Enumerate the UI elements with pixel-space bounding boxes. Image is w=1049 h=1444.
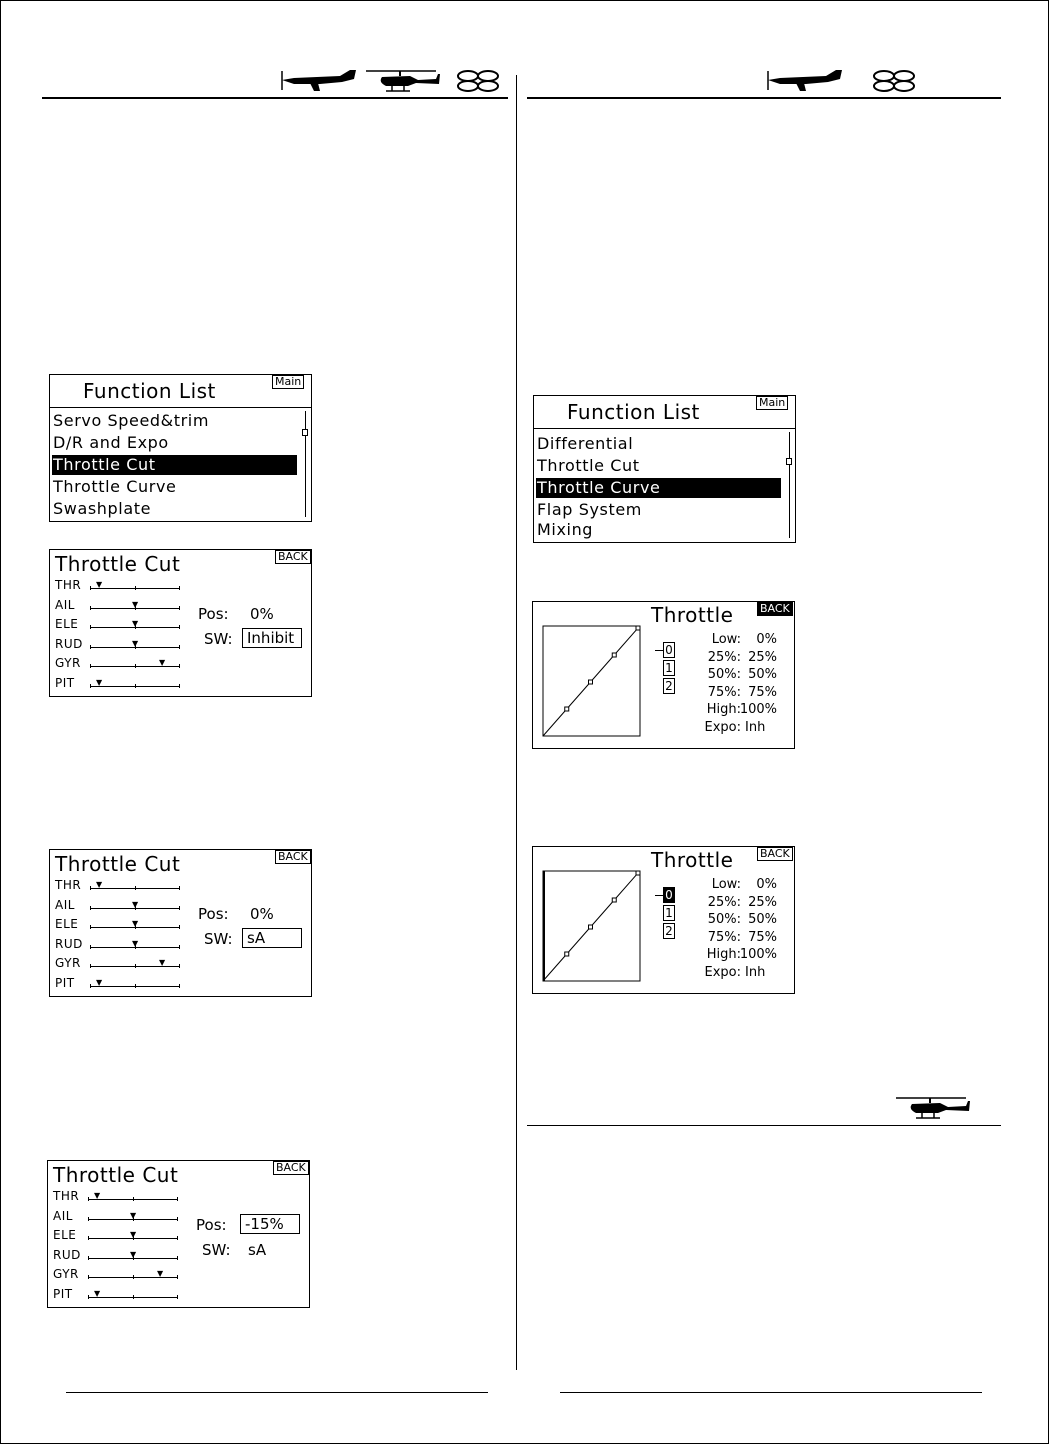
- channel-label: GYR: [53, 1267, 79, 1281]
- channel-marker: ▼: [130, 1210, 137, 1220]
- function-list-screen: [533, 395, 796, 543]
- switch-value[interactable]: sA: [242, 928, 302, 948]
- channel-label: GYR: [55, 956, 81, 970]
- curve-row-value[interactable]: 25%: [748, 649, 777, 665]
- track-tick: [90, 625, 91, 629]
- channel-marker: ▼: [159, 658, 166, 667]
- channel-marker: ▼: [94, 1288, 101, 1298]
- channel-marker: ▼: [96, 580, 103, 589]
- track-tick: [135, 664, 136, 668]
- menu-item[interactable]: Flap System: [537, 500, 642, 519]
- position-pointer: [655, 895, 663, 896]
- channel-marker: ▼: [132, 899, 139, 909]
- track-tick: [179, 886, 180, 890]
- channel-label: THR: [53, 1189, 80, 1203]
- track-tick: [135, 964, 136, 968]
- low-point-indicator: [543, 871, 545, 981]
- function-list-screen: [49, 374, 312, 522]
- channel-marker: ▼: [132, 919, 139, 928]
- back-button[interactable]: BACK: [757, 602, 793, 616]
- curve-point[interactable]: [589, 925, 593, 929]
- curve-row-value[interactable]: 50%: [748, 667, 777, 683]
- curve-row-value[interactable]: 0%: [756, 632, 777, 647]
- channel-label: PIT: [53, 1286, 73, 1301]
- right-header-rule: [527, 97, 1001, 99]
- curve-point[interactable]: [565, 707, 569, 711]
- track-tick: [88, 1217, 89, 1221]
- title-divider: [534, 428, 796, 429]
- track-tick: [90, 984, 91, 988]
- channel-marker: ▼: [132, 938, 139, 948]
- channel-label: RUD: [55, 936, 83, 951]
- menu-item-selected[interactable]: Throttle Cut: [52, 455, 297, 475]
- channel-label: THR: [55, 578, 82, 592]
- throttle-cut-screen: [47, 1160, 310, 1308]
- pos-value[interactable]: 0%: [250, 905, 274, 923]
- channel-marker: ▼: [157, 1269, 164, 1278]
- curve-point[interactable]: [612, 898, 616, 902]
- curve-row-label: 25%:: [707, 894, 741, 910]
- pos-label: Pos:: [198, 605, 229, 623]
- channel-marker: ▼: [96, 880, 103, 889]
- channel-label: RUD: [55, 636, 83, 651]
- curve-row-value[interactable]: Inh: [745, 965, 766, 980]
- curve-graph: [533, 602, 653, 742]
- track-tick: [90, 664, 91, 668]
- track-tick: [179, 964, 180, 968]
- track-tick: [135, 586, 136, 590]
- switch-value[interactable]: Inhibit: [242, 628, 302, 648]
- track-tick: [90, 925, 91, 929]
- track-tick: [179, 664, 180, 668]
- curve-row-label: 75%:: [707, 929, 741, 945]
- channel-label: RUD: [53, 1247, 81, 1262]
- track-tick: [133, 1295, 134, 1299]
- track-tick: [90, 684, 91, 688]
- channel-marker: ▼: [132, 599, 139, 609]
- menu-item[interactable]: Servo Speed&trim: [53, 411, 210, 430]
- throttle-cut-screen: [49, 849, 312, 997]
- menu-item[interactable]: Swashplate: [53, 499, 152, 518]
- track-tick: [88, 1256, 89, 1260]
- back-button[interactable]: BACK: [273, 1161, 309, 1175]
- left-header-rule: [42, 97, 508, 99]
- channel-label: AIL: [55, 597, 75, 612]
- curve-point[interactable]: [636, 871, 640, 875]
- track-tick: [177, 1197, 178, 1201]
- pos-label: Pos:: [196, 1216, 227, 1234]
- multirotor-icon: [870, 68, 918, 94]
- menu-item[interactable]: D/R and Expo: [53, 433, 169, 452]
- track-tick: [90, 964, 91, 968]
- scrollbar[interactable]: [789, 432, 790, 538]
- curve-point[interactable]: [612, 653, 616, 657]
- screen-title: Throttle Cut: [55, 852, 181, 876]
- curve-row-label: 50%:: [707, 667, 741, 683]
- track-tick: [179, 645, 180, 649]
- scrollbar-thumb[interactable]: [786, 458, 792, 465]
- screen-title: Throttle: [651, 603, 734, 627]
- position-pointer: [655, 650, 663, 651]
- track-tick: [88, 1236, 89, 1240]
- sw-label: SW:: [202, 1241, 231, 1259]
- throttle-cut-screen: [49, 549, 312, 697]
- track-tick: [135, 684, 136, 688]
- track-tick: [88, 1275, 89, 1279]
- screen-title: Throttle Cut: [55, 552, 181, 576]
- track-tick: [88, 1295, 89, 1299]
- track-tick: [179, 945, 180, 949]
- main-badge[interactable]: Main: [756, 396, 788, 410]
- channel-label: ELE: [53, 1228, 77, 1242]
- back-button[interactable]: BACK: [275, 550, 311, 564]
- channel-label: AIL: [55, 897, 75, 912]
- position-button[interactable]: 1: [663, 660, 675, 676]
- curve-row-label: 25%:: [707, 649, 741, 665]
- channel-marker: ▼: [132, 619, 139, 628]
- track-tick: [88, 1197, 89, 1201]
- curve-row-value[interactable]: 100%: [739, 947, 777, 963]
- curve-row-label: Low:: [711, 632, 741, 647]
- track-tick: [179, 906, 180, 910]
- channel-marker: ▼: [96, 977, 103, 987]
- track-tick: [133, 1275, 134, 1279]
- position-button[interactable]: 1: [663, 905, 675, 921]
- heli-section-rule: [527, 1125, 1001, 1126]
- throttle-curve-screen: [532, 601, 795, 749]
- scrollbar-thumb[interactable]: [302, 429, 308, 436]
- right-footer-rule: [560, 1392, 982, 1393]
- track-tick: [179, 586, 180, 590]
- channel-marker: ▼: [130, 1249, 137, 1259]
- curve-row-label: Low:: [711, 877, 741, 892]
- pos-value[interactable]: -15%: [240, 1214, 300, 1234]
- curve-point[interactable]: [565, 952, 569, 956]
- screen-title: Throttle: [651, 848, 734, 872]
- curve-row-value[interactable]: Inh: [745, 720, 766, 735]
- channel-label: THR: [55, 878, 82, 892]
- track-tick: [90, 606, 91, 610]
- curve-row-value[interactable]: 100%: [739, 702, 777, 718]
- channel-label: ELE: [55, 917, 79, 931]
- channel-marker: ▼: [96, 677, 103, 687]
- channel-label: ELE: [55, 617, 79, 631]
- helicopter-icon: [894, 1095, 972, 1121]
- main-badge[interactable]: Main: [272, 375, 304, 389]
- screen-title: Throttle Cut: [53, 1163, 179, 1187]
- channel-marker: ▼: [130, 1230, 137, 1239]
- curve-row-label: High:: [706, 947, 741, 963]
- track-tick: [179, 625, 180, 629]
- track-tick: [177, 1236, 178, 1240]
- track-tick: [177, 1295, 178, 1299]
- track-tick: [135, 886, 136, 890]
- track-tick: [133, 1197, 134, 1201]
- track-tick: [90, 945, 91, 949]
- screen-title: Function List: [83, 379, 216, 403]
- curve-row-label: Expo:: [704, 965, 741, 980]
- back-button[interactable]: BACK: [275, 850, 311, 864]
- curve-point[interactable]: [589, 680, 593, 684]
- channel-label: PIT: [55, 975, 75, 990]
- sw-label: SW:: [204, 630, 233, 648]
- track-tick: [179, 606, 180, 610]
- curve-row-label: Expo:: [704, 720, 741, 735]
- channel-label: PIT: [55, 675, 75, 690]
- track-tick: [90, 906, 91, 910]
- menu-item-selected[interactable]: Throttle Curve: [536, 478, 781, 498]
- channel-marker: ▼: [132, 638, 139, 648]
- scrollbar[interactable]: [305, 411, 306, 517]
- track-tick: [177, 1217, 178, 1221]
- position-button[interactable]: 2: [663, 678, 675, 694]
- left-footer-rule: [66, 1392, 488, 1393]
- helicopter-icon: [364, 68, 442, 94]
- track-tick: [90, 886, 91, 890]
- column-divider: [516, 75, 517, 1370]
- screen-title: Function List: [567, 400, 700, 424]
- pos-label: Pos:: [198, 905, 229, 923]
- menu-item[interactable]: Throttle Curve: [53, 477, 177, 496]
- track-tick: [179, 684, 180, 688]
- sw-label: SW:: [204, 930, 233, 948]
- curve-point[interactable]: [636, 626, 640, 630]
- curve-row-label: 50%:: [707, 912, 741, 928]
- menu-item[interactable]: Differential: [537, 434, 634, 453]
- channel-marker: ▼: [94, 1191, 101, 1200]
- curve-row-label: High:: [706, 702, 741, 718]
- track-tick: [90, 586, 91, 590]
- curve-row-value[interactable]: 25%: [748, 894, 777, 910]
- channel-label: GYR: [55, 656, 81, 670]
- track-tick: [177, 1275, 178, 1279]
- channel-marker: ▼: [159, 958, 166, 967]
- position-button[interactable]: 2: [663, 923, 675, 939]
- pos-value[interactable]: 0%: [250, 605, 274, 623]
- curve-row-value[interactable]: 50%: [748, 912, 777, 928]
- curve-graph: [533, 847, 653, 987]
- position-button[interactable]: 0: [663, 887, 675, 903]
- menu-item[interactable]: Mixing: [537, 520, 594, 539]
- curve-row-label: 75%:: [707, 684, 741, 700]
- throttle-curve-screen: [532, 846, 795, 994]
- track-tick: [177, 1256, 178, 1260]
- back-button[interactable]: BACK: [757, 847, 793, 861]
- track-tick: [179, 925, 180, 929]
- position-button[interactable]: 0: [663, 642, 675, 658]
- title-divider: [50, 407, 312, 408]
- track-tick: [179, 984, 180, 988]
- curve-row-value[interactable]: 75%: [748, 929, 777, 945]
- switch-value[interactable]: sA: [248, 1241, 267, 1259]
- track-tick: [90, 645, 91, 649]
- airplane-icon: [280, 68, 360, 94]
- menu-item[interactable]: Throttle Cut: [537, 456, 640, 475]
- multirotor-icon: [454, 68, 502, 94]
- channel-label: AIL: [53, 1208, 73, 1223]
- curve-row-value[interactable]: 0%: [756, 877, 777, 892]
- curve-row-value[interactable]: 75%: [748, 684, 777, 700]
- airplane-icon: [766, 68, 846, 94]
- track-tick: [135, 984, 136, 988]
